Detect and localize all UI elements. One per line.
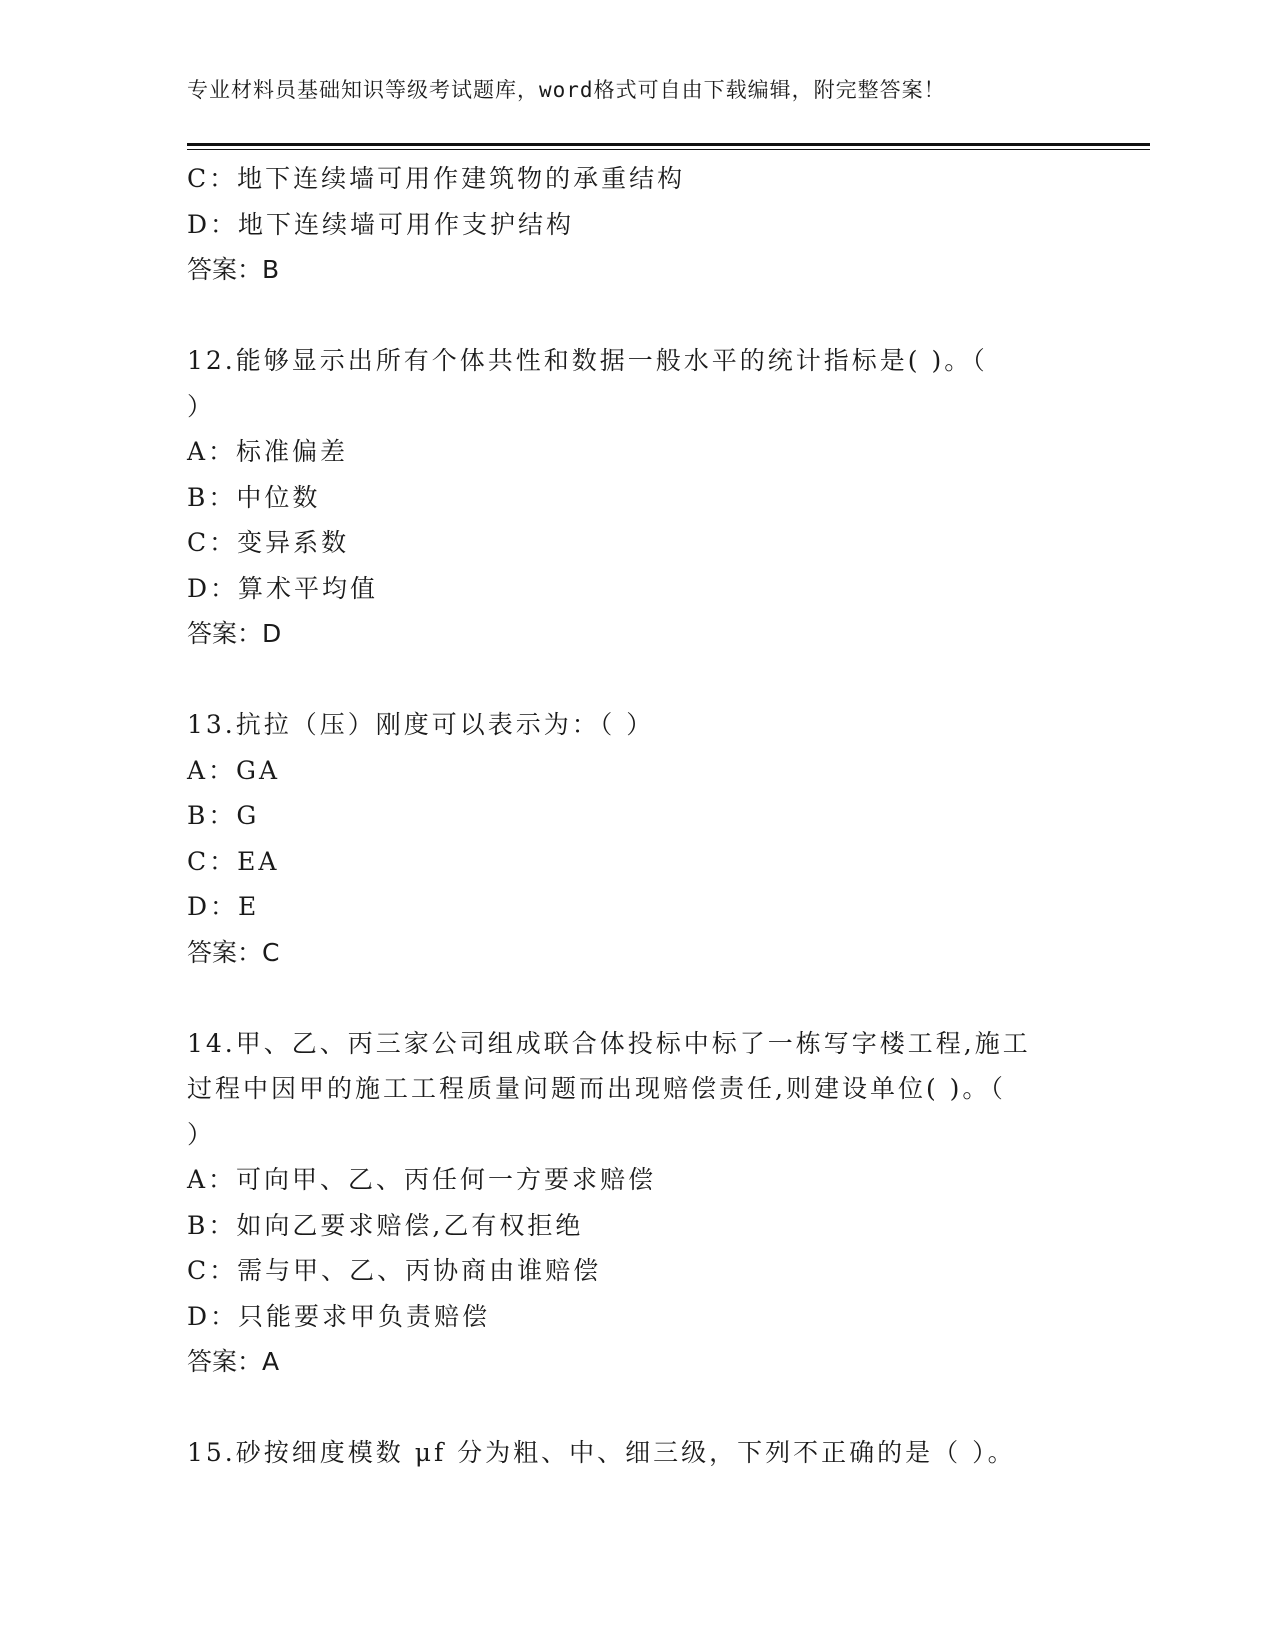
option-d: D：E bbox=[187, 892, 260, 921]
page-header: 专业材料员基础知识等级考试题库，word格式可自由下载编辑，附完整答案！ bbox=[187, 78, 946, 102]
question-stem: 12.能够显示出所有个体共性和数据一般水平的统计指标是( )。（ bbox=[187, 346, 988, 375]
option-c: C：地下连续墙可用作建筑物的承重结构 bbox=[187, 164, 686, 193]
question-12 bbox=[187, 338, 1067, 657]
option-d: D：只能要求甲负责赔偿 bbox=[187, 1301, 491, 1331]
question-stem: 15.砂按细度模数 μf 分为粗、中、细三级，下列不正确的是（ ）。 bbox=[187, 1438, 1016, 1467]
option-a: A：标准偏差 bbox=[187, 437, 349, 466]
answer: 答案：A bbox=[187, 1347, 280, 1376]
answer: 答案：B bbox=[187, 255, 280, 284]
question-stem-cont: ） bbox=[187, 391, 216, 421]
question-stem-cont: 过程中因甲的施工工程质量问题而出现赔偿责任,则建设单位( )。（ bbox=[187, 1074, 1006, 1103]
spacer bbox=[187, 293, 1067, 339]
option-c: C：需与甲、乙、丙协商由谁赔偿 bbox=[187, 1256, 602, 1285]
answer: 答案：C bbox=[187, 937, 280, 967]
option-d: D：地下连续墙可用作支护结构 bbox=[187, 209, 575, 239]
spacer bbox=[187, 1385, 1067, 1431]
option-b: B：G bbox=[187, 801, 260, 830]
header-rule-thin bbox=[187, 149, 1150, 150]
header-rule-thick bbox=[187, 143, 1150, 146]
question-stem: 13.抗拉（压）刚度可以表示为：（ ） bbox=[187, 710, 655, 739]
question-content bbox=[187, 156, 1067, 1476]
option-d: D：算术平均值 bbox=[187, 573, 379, 603]
option-a: A：GA bbox=[187, 755, 281, 785]
option-a: A：可向甲、乙、丙任何一方要求赔偿 bbox=[187, 1165, 657, 1194]
answer: 答案：D bbox=[187, 619, 282, 648]
question-stem-cont: ） bbox=[187, 1119, 216, 1149]
option-c: C：EA bbox=[187, 846, 280, 876]
question-11 bbox=[187, 156, 1067, 293]
question-14 bbox=[187, 1021, 1067, 1385]
spacer bbox=[187, 657, 1067, 703]
option-b: B：中位数 bbox=[187, 482, 321, 512]
option-c: C：变异系数 bbox=[187, 528, 350, 557]
question-13 bbox=[187, 702, 1067, 975]
question-stem: 14.甲、乙、丙三家公司组成联合体投标中标了一栋写字楼工程,施工 bbox=[187, 1028, 1031, 1058]
option-b: B：如向乙要求赔偿,乙有权拒绝 bbox=[187, 1210, 584, 1240]
spacer bbox=[187, 975, 1067, 1021]
question-15 bbox=[187, 1430, 1067, 1476]
